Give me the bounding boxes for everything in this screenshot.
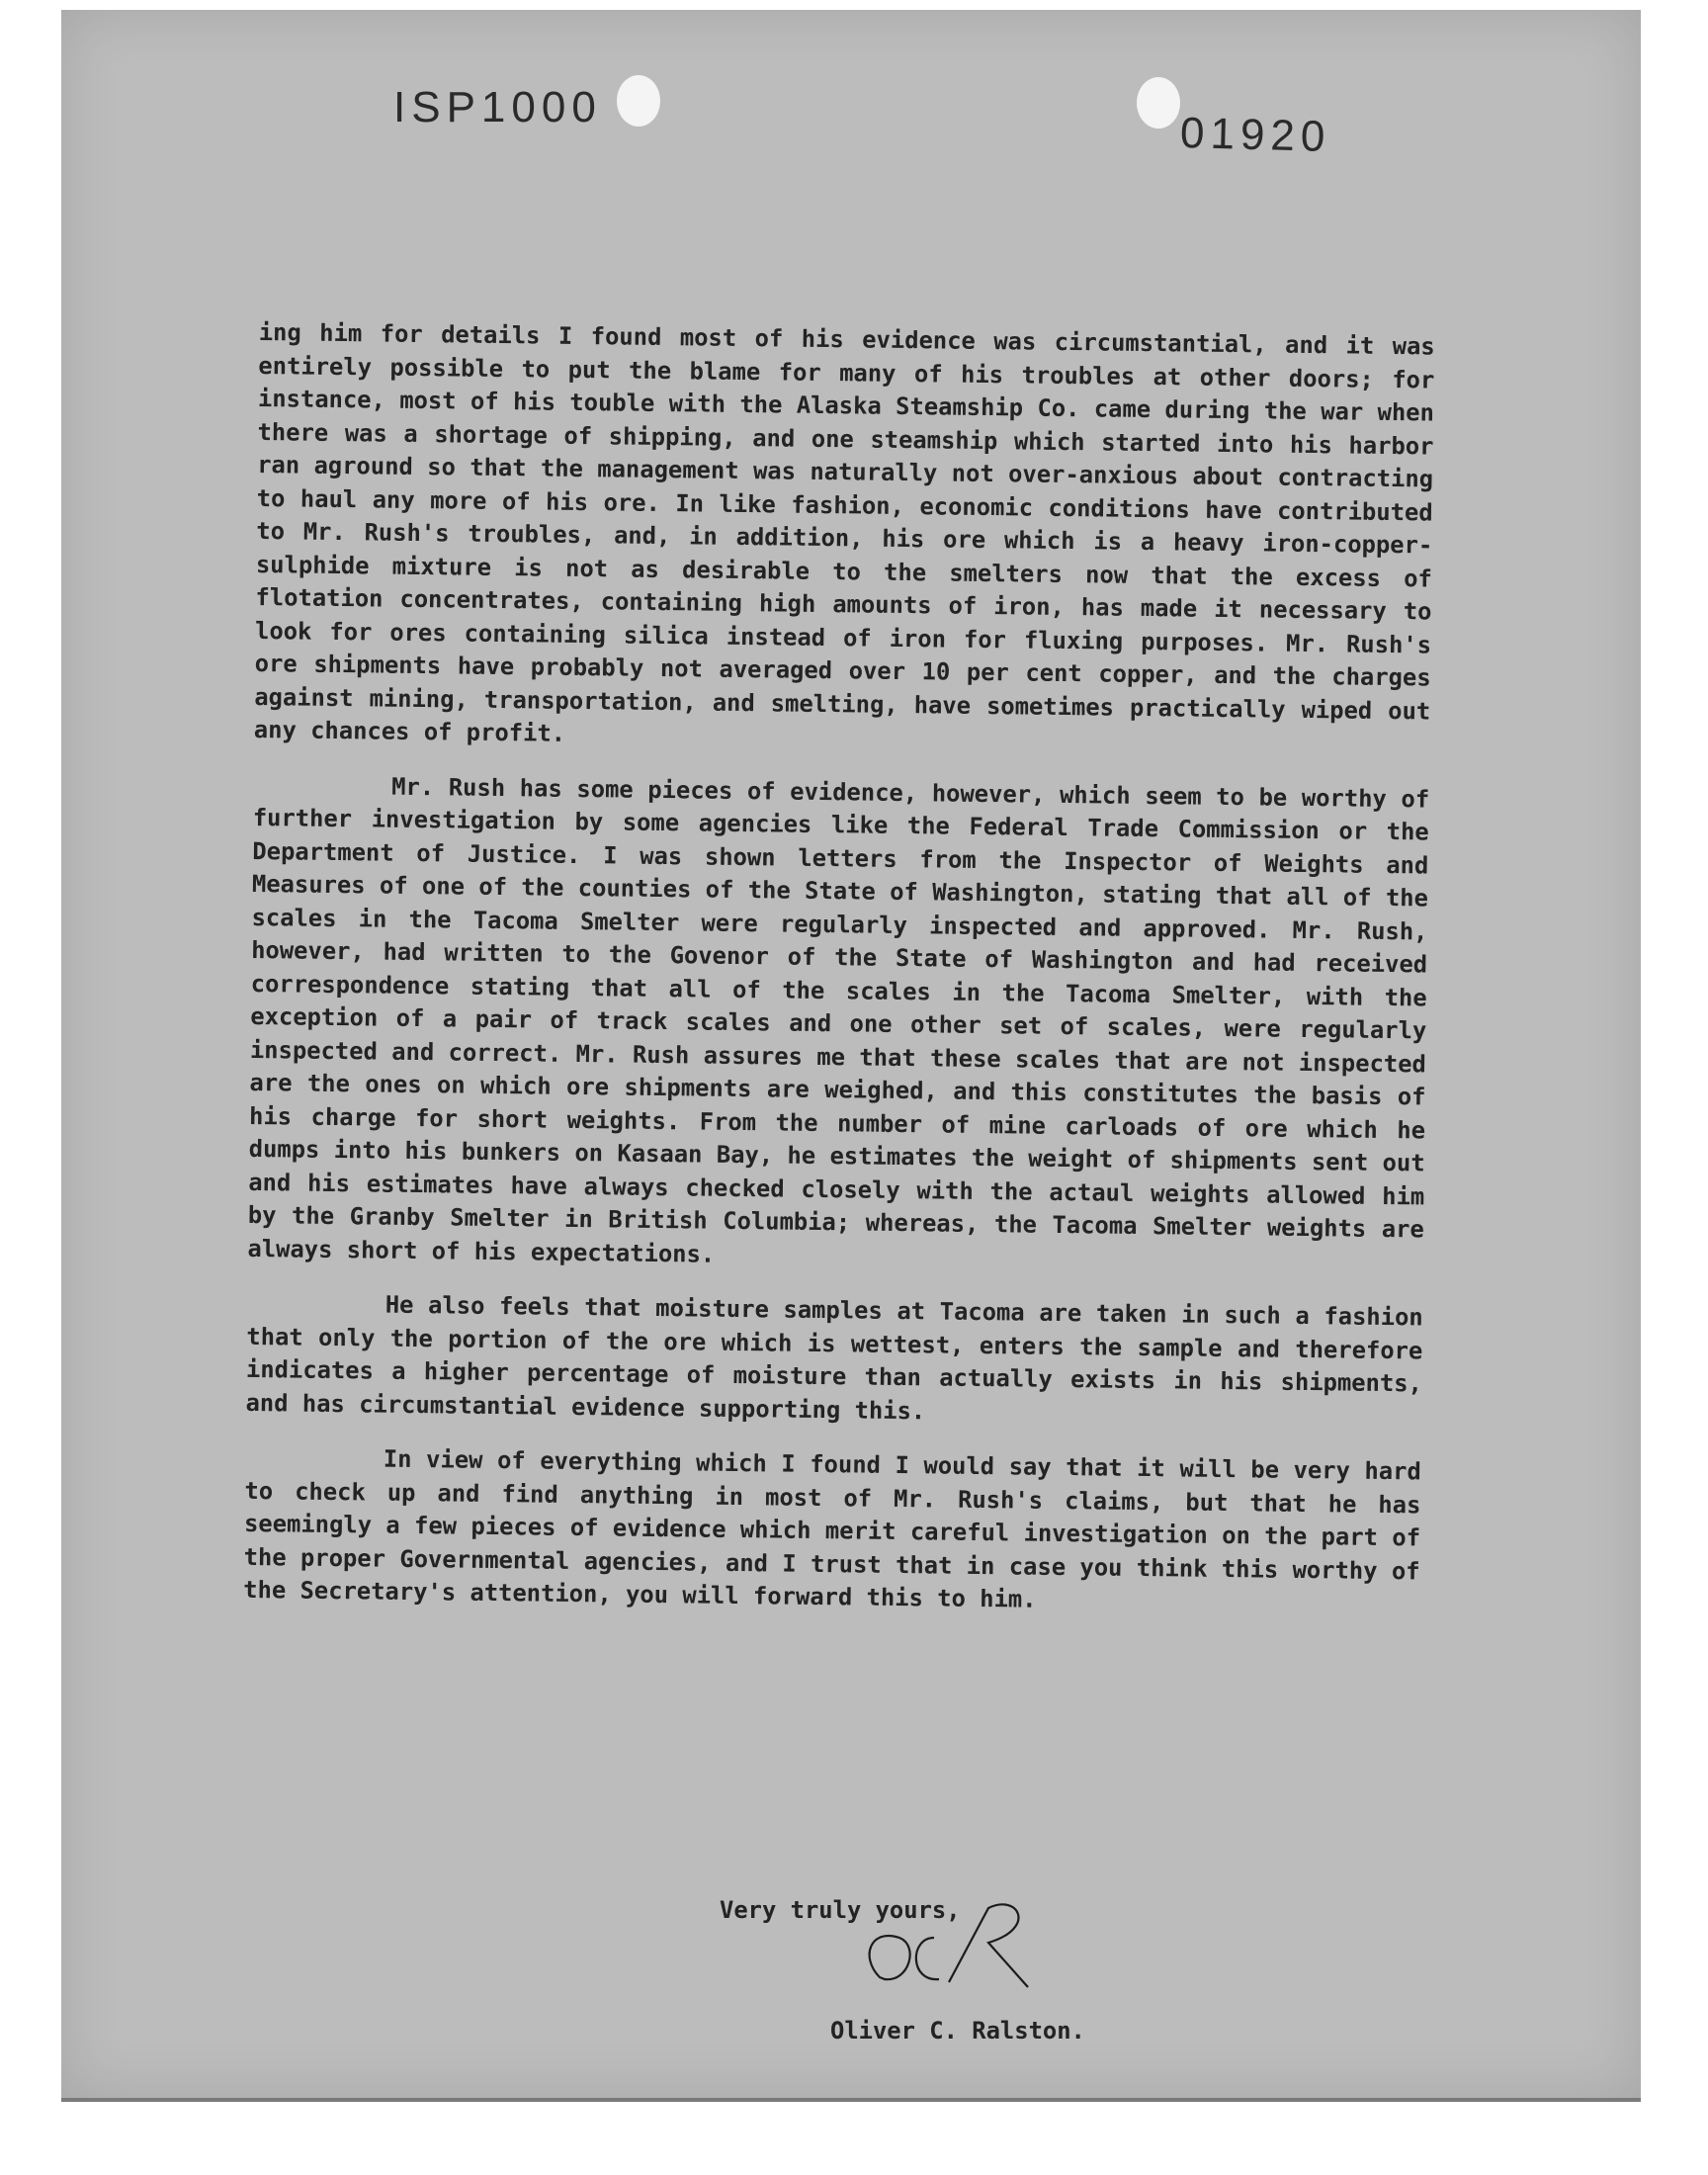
punch-hole-left [617,75,660,127]
document-number-stamp-right: 01920 [1179,109,1331,161]
letter-closing: Very truly yours, [720,1896,961,1924]
paragraph-moisture-samples: He also feels that moisture samples at Tacoma are taken in such a fashion that only the portion of the ore which is wettest, enters the sample and therefore indicates a higher percentage of moisture than actually exists in his shipments, and has circumstantial evidence supporting this. [245,1290,1423,1425]
page-bottom-edge [61,2098,1641,2102]
letter-body [243,316,1435,1643]
paragraph-circumstantial-evidence: ing him for details I found most of his evidence was circumstantial, and it was entirely possible to put the blame for many of his troubles at other doors; for instance, most of his touble with the Alaska Steamship Co. came during the war when there was a shortage of shipping, and one steamship which started into his harbor ran aground so that the management was naturally not over-anxious about contracting to haul any more of his ore. In like fashion, economic conditions have contributed to Mr. Rush's troubles, and, in addition, his ore which is a heavy iron-copper-sulphide mixture is not as desirable to the smelters now that the excess of flotation concentrates, containing high amounts of iron, has made it necessary to look for ores containing silica instead of iron for fluxing purposes. Mr. Rush's ore shipments have probably not averaged over 10 per cent copper, and the charges against mining, transportation, and smelting, have sometimes practically wiped out any chances of profit. [253,317,1435,747]
paragraph-conclusion: In view of everything which I found I would say that it will be very hard to check up and find anything in most of Mr. Rush's claims, but that he has seemingly a few pieces of evidence which merit careful investigation on the part of the proper Governmental agencies, and I trust that in case you think this worthy of the Secretary's attention, you will forward this to him. [243,1444,1421,1613]
punch-hole-right [1137,77,1180,129]
handwritten-signature [840,1898,1077,2017]
document-number-stamp-left: ISP1000 [393,83,602,131]
paragraph-weights-evidence: Mr. Rush has some pieces of evidence, however, which seem to be worthy of further investigation by some agencies like the Federal Trade Commission or the Department of Justice. I was shown letters from the Inspector of Weights and Measures of one of the counties of the State of Washington, stating that all of the scales in the Tacoma Smelter were regularly inspected and approved. Mr. Rush, however, had written to the Govenor of the State of Washington and had received correspondence stating that all of the scales in the Tacoma Smelter, with the exception of a pair of track scales and one other set of scales, were regularly inspected and correct. Mr. Rush assures me that these scales that are not inspected are the ones on which ore shipments are weighed, and this constitutes the basis of his charge for short weights. From the number of mine carloads of ore which he dumps into his bunkers on Kasaan Bay, he estimates the weight of shipments sent out and his estimates have always checked closely with the actaul weights allowed him by the Granby Smelter in British Columbia; whereas, the Tacoma Smelter weights are always short of his expectations. [247,772,1430,1268]
signer-name: Oliver C. Ralston. [830,2017,1085,2044]
